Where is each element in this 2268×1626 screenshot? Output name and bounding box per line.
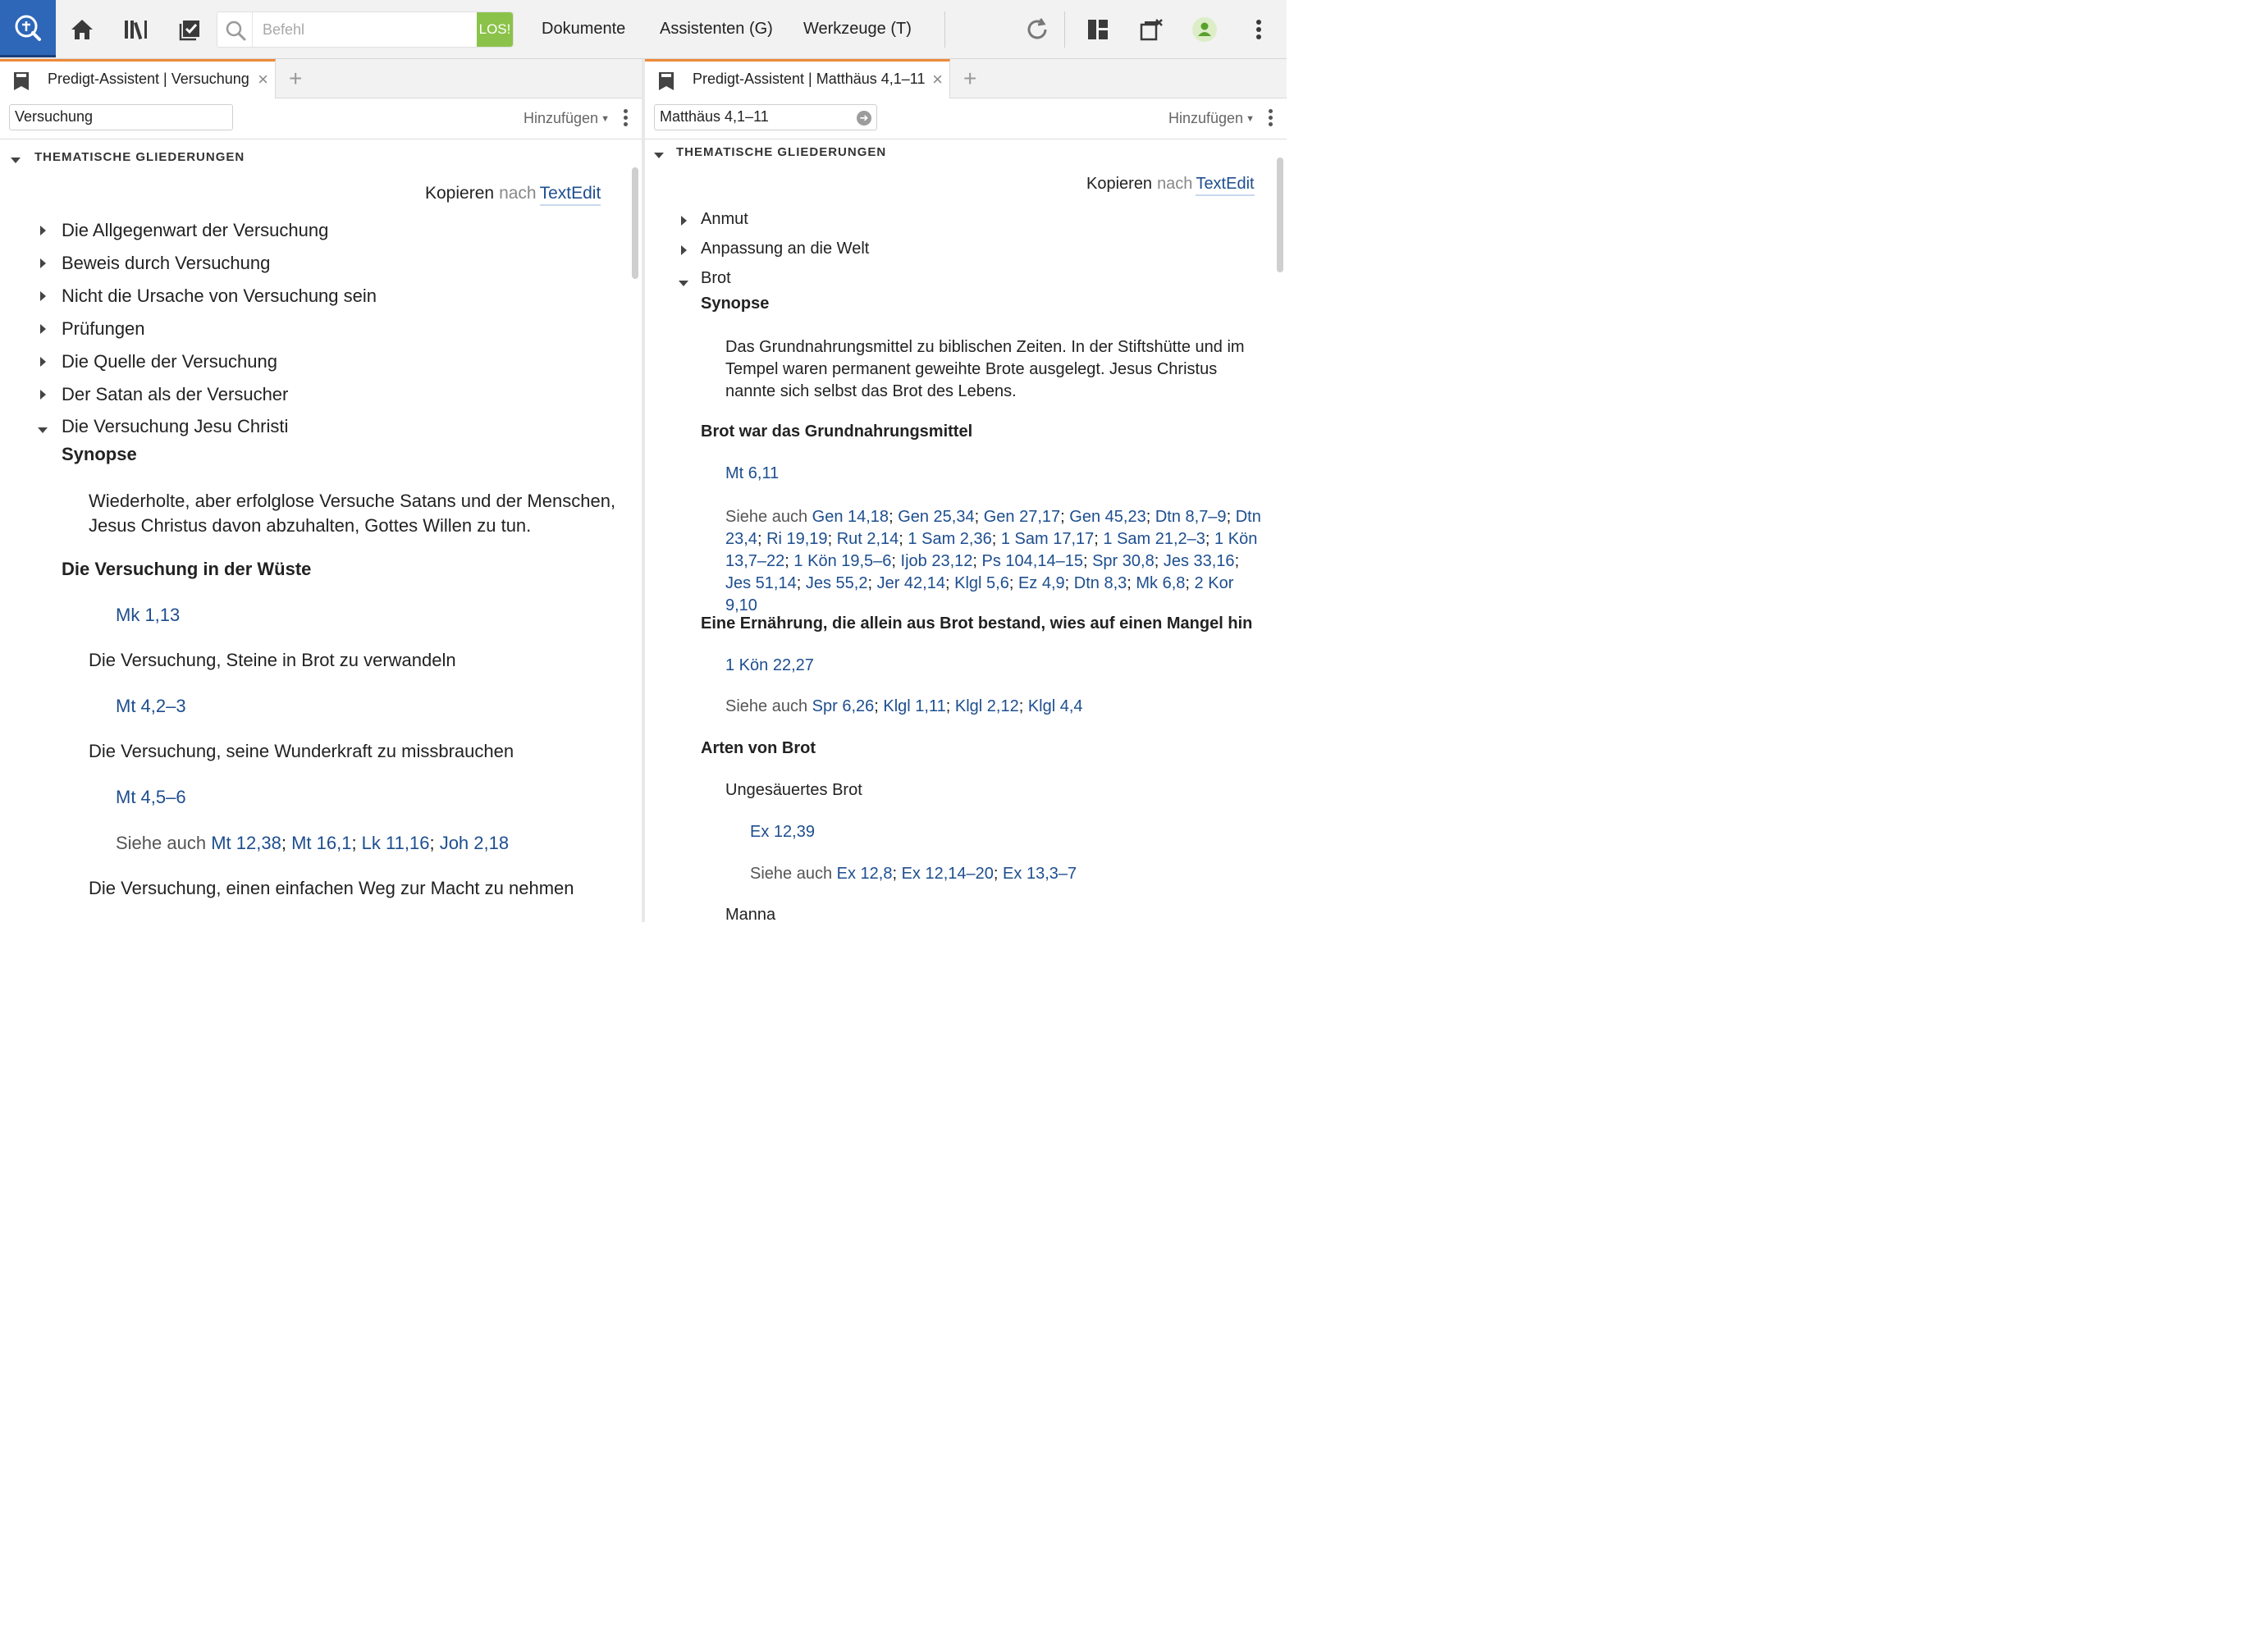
scripture-link[interactable]: Klgl 1,11 xyxy=(883,697,946,715)
right-panel-menu-icon[interactable] xyxy=(1267,109,1273,127)
section-collapse-icon[interactable] xyxy=(654,148,664,162)
left-content xyxy=(0,139,642,922)
topic-item-expanded[interactable]: Die Versuchung Jesu Christi xyxy=(62,416,289,436)
scripture-link[interactable]: Mt 16,1 xyxy=(291,833,352,853)
expand-icon[interactable] xyxy=(681,215,687,230)
left-add-button[interactable] xyxy=(524,110,610,127)
right-tab-title: Predigt-Assistent | Matthäus 4,1–11 xyxy=(693,71,926,87)
scripture-link[interactable]: Ex 12,8 xyxy=(836,865,893,883)
scripture-link[interactable]: 1 Kön 22,27 xyxy=(725,656,814,674)
topic-item[interactable]: Anpassung an die Welt xyxy=(701,240,870,258)
scripture-link[interactable]: Mk 1,13 xyxy=(116,605,181,625)
outline-point: Die Versuchung, einen einfachen Weg zur Macht zu nehmen xyxy=(89,878,574,898)
outline-heading: Eine Ernährung, die allein aus Brot bestand, wies auf einen Mangel hin xyxy=(701,614,1253,633)
left-panel xyxy=(0,59,642,922)
scripture-link[interactable]: Spr 6,26 xyxy=(812,697,875,715)
see-also-line: Siehe auch Spr 6,26; Klgl 1,11; Klgl 2,12; Klgl 4,4 xyxy=(725,697,1083,715)
scripture-link[interactable]: Ex 13,3–7 xyxy=(1003,865,1077,883)
right-content xyxy=(645,139,1287,922)
scripture-link[interactable]: Ex 12,39 xyxy=(750,823,815,841)
left-section-title[interactable]: THEMATISCHE GLIEDERUNGEN xyxy=(34,150,245,164)
left-topic-field[interactable] xyxy=(9,104,233,130)
scripture-link[interactable]: Ex 12,14–20 xyxy=(901,865,994,883)
copy-nach-label: nach xyxy=(1157,175,1193,193)
expand-icon[interactable] xyxy=(40,323,46,338)
scripture-link[interactable]: Jer 42,14 xyxy=(876,574,945,592)
outline-heading: Arten von Brot xyxy=(701,739,816,757)
right-passage-input[interactable] xyxy=(660,108,859,126)
see-also-line: Siehe auch Gen 14,18; Gen 25,34; Gen 27,17; Gen 45,23; Dtn 8,7–9; Dtn 23,4; Ri 19,19; Rut 2,14; 1 Sam 2,36; 1 Sam 17,17; 1 Sam 21,2–3; 1 Kön 13,7–22; 1 Kön 19,5–6; Ijob 23,12; Ps 104,14–15; Spr 30,8; Jes 33,16; Jes 51,14; Jes 55,2; Jer 42,14; Klgl 5,6; Ez 4,9; Dtn 8,3; Mk 6,8; 2 Kor 9,10 xyxy=(725,508,1261,614)
topic-item[interactable]: Anmut xyxy=(701,210,748,228)
right-tab-bar xyxy=(645,59,1287,98)
left-new-tab-icon[interactable]: + xyxy=(289,66,303,91)
topic-item[interactable]: Der Satan als der Versucher xyxy=(62,384,289,404)
right-add-button[interactable] xyxy=(1168,110,1255,127)
outline-point: Die Versuchung, seine Wunderkraft zu missbrauchen xyxy=(89,741,514,761)
dropdown-caret-icon: ▼ xyxy=(601,114,610,124)
left-tab-sermon-assistant[interactable] xyxy=(0,59,276,98)
see-also-line: Siehe auch Ex 12,8; Ex 12,14–20; Ex 13,3–7 xyxy=(750,865,1077,883)
scripture-link[interactable]: Mt 6,11 xyxy=(725,464,780,482)
expand-icon[interactable] xyxy=(681,244,687,259)
right-add-label: Hinzufügen xyxy=(1168,110,1244,126)
see-also-label: Siehe auch xyxy=(725,508,808,526)
left-scrollbar[interactable] xyxy=(632,167,638,279)
layout-icon[interactable] xyxy=(1083,15,1113,44)
topic-item[interactable]: Die Quelle der Versuchung xyxy=(62,351,277,372)
main-toolbar xyxy=(0,0,1287,59)
right-copy-row xyxy=(1086,175,1255,194)
scripture-link[interactable]: Gen 45,23 xyxy=(1069,508,1146,526)
sermon-document-icon xyxy=(10,70,33,93)
left-tab-close-icon[interactable]: × xyxy=(258,69,268,89)
scripture-link[interactable]: Spr 30,8 xyxy=(1092,552,1155,570)
copy-button[interactable]: Kopieren xyxy=(425,184,495,203)
menu-assistants[interactable]: Assistenten (G) xyxy=(660,20,773,38)
scripture-link[interactable]: Gen 27,17 xyxy=(983,508,1061,526)
menu-tools[interactable]: Werkzeuge (T) xyxy=(803,20,912,38)
right-passage-field[interactable] xyxy=(654,104,877,130)
section-collapse-icon[interactable] xyxy=(11,153,21,167)
scripture-link[interactable]: Ps 104,14–15 xyxy=(981,552,1083,570)
scripture-link[interactable]: Mk 6,8 xyxy=(1136,574,1186,592)
scripture-link[interactable]: Klgl 4,4 xyxy=(1027,697,1083,715)
see-also-line: Siehe auch Mt 12,38; Mt 16,1; Lk 11,16; Joh 2,18 xyxy=(116,833,510,853)
go-arrow-icon[interactable]: ➜ xyxy=(857,111,871,126)
scripture-link[interactable]: Dtn 23,4 xyxy=(725,508,1261,548)
left-search-row xyxy=(0,98,642,139)
scripture-link[interactable]: Mt 4,5–6 xyxy=(116,787,186,807)
scripture-link[interactable]: Lk 11,16 xyxy=(361,833,430,853)
command-separator xyxy=(252,12,253,47)
scripture-link[interactable]: Rut 2,14 xyxy=(836,530,899,548)
synopsis-text: Das Grundnahrungsmittel zu biblischen Zeiten. In der Stiftshütte und im Tempel waren permanent geweihte Brote ausgelegt. Jesus Christus nannte sich selbst das Brot des Lebens. xyxy=(725,338,1245,400)
see-also-label: Siehe auch xyxy=(725,697,808,715)
expand-icon[interactable] xyxy=(40,356,46,371)
library-icon[interactable] xyxy=(121,15,151,44)
right-search-row xyxy=(645,98,1287,139)
scripture-link[interactable]: Dtn 8,7–9 xyxy=(1155,508,1227,526)
scripture-link[interactable]: Dtn 8,3 xyxy=(1073,574,1127,592)
scripture-link[interactable]: Joh 2,18 xyxy=(439,833,510,853)
left-copy-row xyxy=(425,184,601,203)
collapse-icon[interactable] xyxy=(38,422,48,437)
command-input[interactable] xyxy=(263,19,468,40)
checklist-icon[interactable] xyxy=(176,15,205,44)
right-new-tab-icon[interactable]: + xyxy=(963,66,977,91)
left-panel-menu-icon[interactable] xyxy=(622,109,629,127)
outline-point: Die Versuchung, Steine in Brot zu verwandeln xyxy=(89,650,456,670)
sync-icon[interactable] xyxy=(1022,15,1052,44)
collapse-icon[interactable] xyxy=(679,276,688,290)
scripture-link[interactable]: Mt 12,38 xyxy=(211,833,281,853)
right-section-title[interactable]: THEMATISCHE GLIEDERUNGEN xyxy=(676,145,887,159)
home-icon[interactable] xyxy=(67,15,97,44)
see-also-label: Siehe auch xyxy=(750,865,833,883)
copy-button[interactable]: Kopieren xyxy=(1086,175,1153,193)
command-box xyxy=(217,11,514,48)
scripture-link[interactable]: 1 Sam 21,2–3 xyxy=(1103,530,1205,548)
scripture-link[interactable]: Jes 33,16 xyxy=(1163,552,1235,570)
scripture-link[interactable]: 1 Kön 19,5–6 xyxy=(793,552,892,570)
synopsis-text: Wiederholte, aber erfolglose Versuche Satans und der Menschen, Jesus Christus davon abzuhalten, Gottes Willen zu tun. xyxy=(89,491,616,536)
outline-point: Manna xyxy=(725,906,776,922)
menu-documents[interactable]: Dokumente xyxy=(542,20,626,38)
right-tab-close-icon[interactable]: × xyxy=(932,69,943,89)
left-topic-input[interactable] xyxy=(15,108,215,126)
topic-item-expanded[interactable]: Brot xyxy=(701,269,731,287)
dropdown-caret-icon: ▼ xyxy=(1246,114,1255,124)
left-tab-bar xyxy=(0,59,642,98)
expand-icon[interactable] xyxy=(40,290,46,305)
scripture-link[interactable]: Gen 14,18 xyxy=(812,508,889,526)
see-also-label: Siehe auch xyxy=(116,833,207,853)
outline-point: Ungesäuertes Brot xyxy=(725,781,862,799)
scripture-link[interactable]: 1 Sam 17,17 xyxy=(1000,530,1095,548)
scripture-link[interactable]: 1 Sam 2,36 xyxy=(908,530,992,548)
topic-item[interactable]: Die Allgegenwart der Versuchung xyxy=(62,220,329,240)
scripture-link[interactable]: Ez 4,9 xyxy=(1017,574,1065,592)
scripture-link[interactable]: Klgl 5,6 xyxy=(954,574,1009,592)
scripture-link[interactable]: Ijob 23,12 xyxy=(900,552,973,570)
search-icon xyxy=(224,19,247,42)
scripture-link[interactable]: Gen 25,34 xyxy=(898,508,975,526)
synopsis-label: Synopse xyxy=(701,295,770,313)
more-menu-icon[interactable] xyxy=(1244,15,1273,44)
expand-icon[interactable] xyxy=(40,258,46,272)
scripture-link[interactable]: Ri 19,19 xyxy=(766,530,828,548)
scripture-link[interactable]: 1 Kön 13,7–22 xyxy=(725,530,1258,570)
sermon-document-icon xyxy=(655,70,678,93)
left-add-label: Hinzufügen xyxy=(524,110,599,126)
topic-item[interactable]: Beweis durch Versuchung xyxy=(62,253,271,273)
scripture-link[interactable]: Mt 4,2–3 xyxy=(116,696,186,716)
user-avatar-icon[interactable] xyxy=(1190,15,1219,44)
go-button[interactable]: LOS! xyxy=(477,12,513,47)
right-tab-sermon-assistant[interactable] xyxy=(645,59,950,98)
expand-icon[interactable] xyxy=(40,389,46,404)
copy-target-dropdown[interactable]: TextEdit xyxy=(1196,175,1254,196)
expand-icon[interactable] xyxy=(40,225,46,240)
scripture-link[interactable]: 2 Kor 9,10 xyxy=(725,574,1234,614)
toolbar-separator xyxy=(944,11,945,48)
scripture-link[interactable]: Jes 51,14 xyxy=(725,574,797,592)
scripture-link[interactable]: Klgl 2,12 xyxy=(954,697,1019,715)
synopsis-label: Synopse xyxy=(62,444,137,464)
outline-heading: Brot war das Grundnahrungsmittel xyxy=(701,422,973,441)
outline-heading: Die Versuchung in der Wüste xyxy=(62,559,312,579)
right-scrollbar[interactable] xyxy=(1277,158,1283,272)
toolbar-separator xyxy=(1064,11,1065,48)
scripture-link[interactable]: Jes 55,2 xyxy=(805,574,868,592)
app-logo-icon[interactable] xyxy=(0,0,56,57)
copy-target-dropdown[interactable]: TextEdit xyxy=(540,184,601,206)
copy-nach-label: nach xyxy=(499,184,537,203)
right-panel xyxy=(645,59,1287,922)
close-panels-icon[interactable] xyxy=(1136,15,1166,44)
topic-item[interactable]: Nicht die Ursache von Versuchung sein xyxy=(62,285,377,306)
left-tab-title: Predigt-Assistent | Versuchung xyxy=(48,71,249,87)
topic-item[interactable]: Prüfungen xyxy=(62,318,145,339)
